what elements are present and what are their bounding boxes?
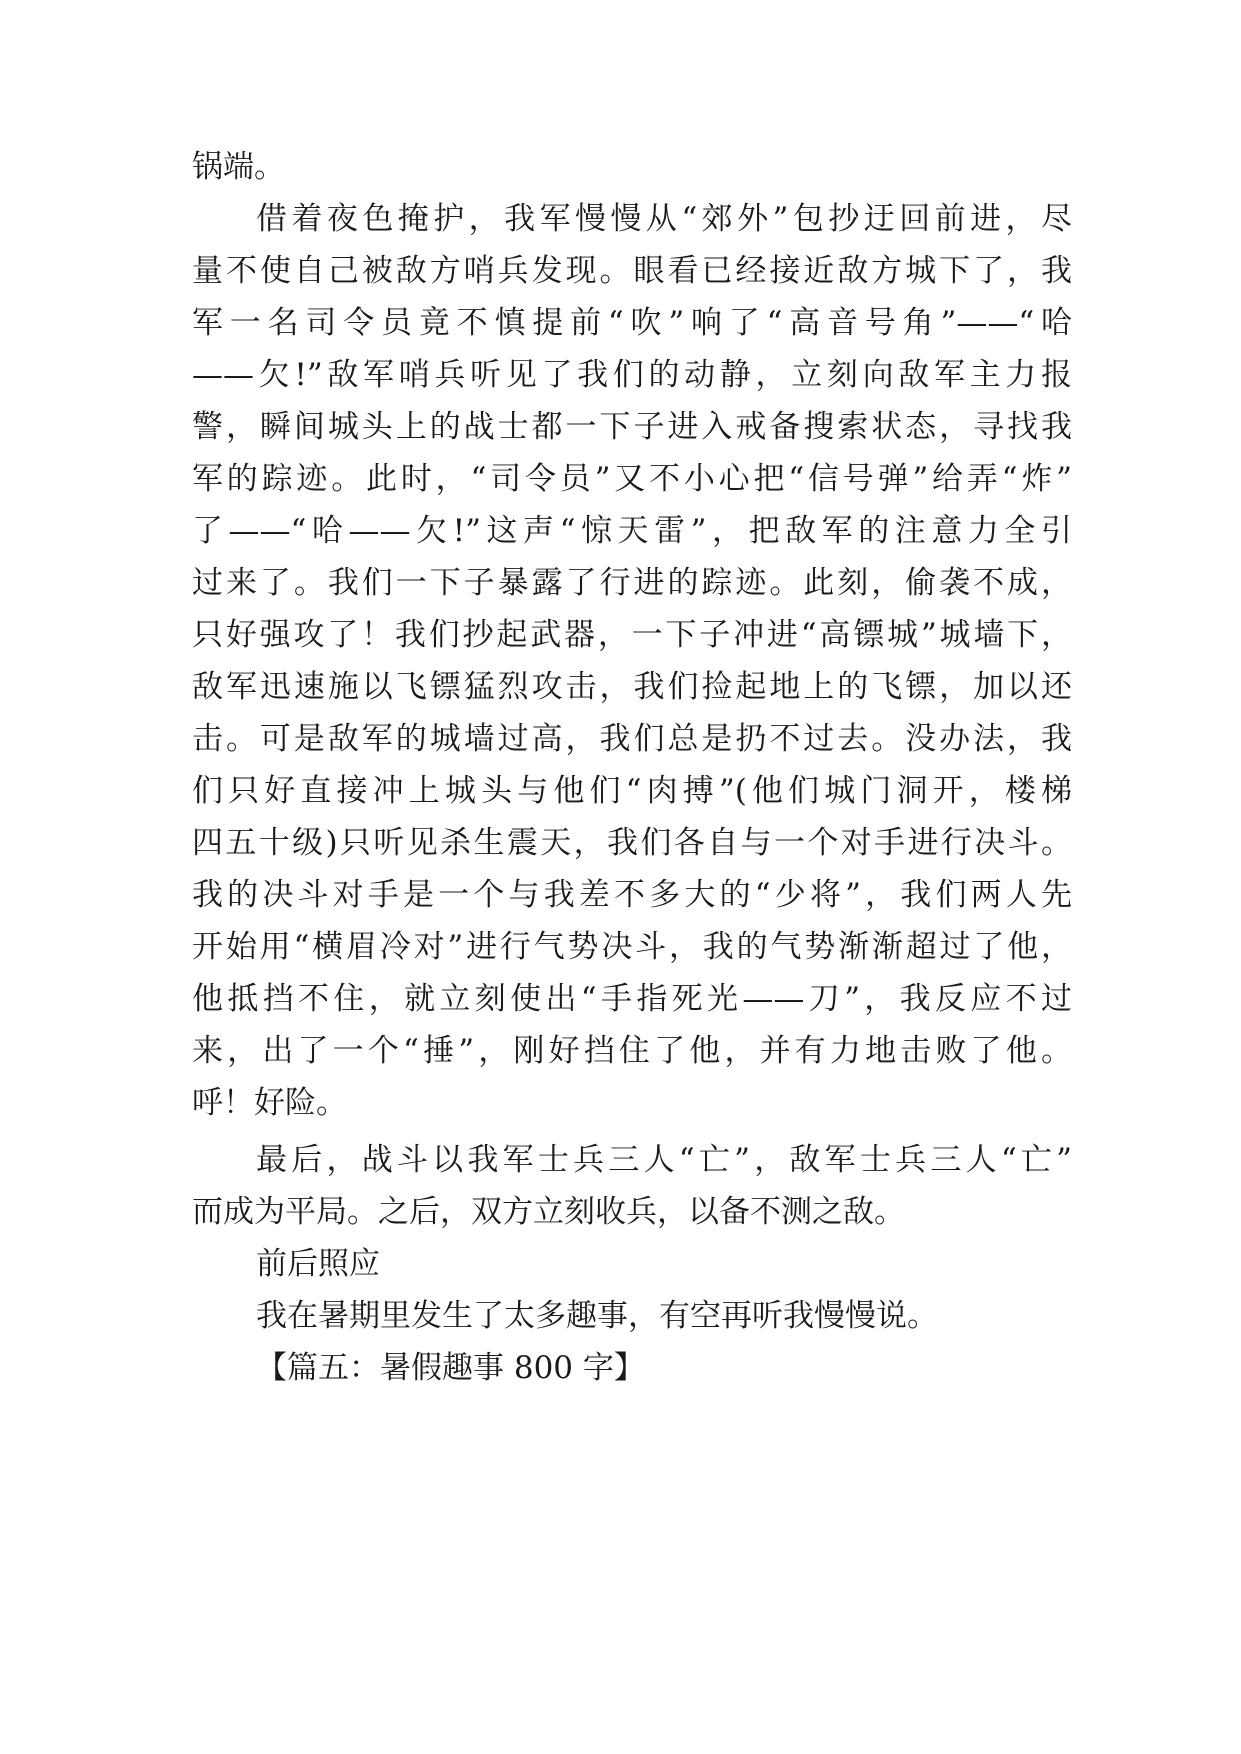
text-line: 呼！好险。 [192, 1085, 347, 1121]
text-line: 四五十级)只听见杀生震天，我们各自与一个对手进行决斗。 [192, 825, 1072, 861]
text-line: 最后，战斗以我军士兵三人“亡”，敌军士兵三人“亡” [256, 1142, 1072, 1178]
text-line: 了——“哈——欠!”这声“惊天雷”，把敌军的注意力全引 [192, 513, 1072, 549]
text-line: 警，瞬间城头上的战士都一下子进入戒备搜索状态，寻找我 [192, 409, 1072, 445]
text-line: 军的踪迹。此时，“司令员”又不小心把“信号弹”给弄“炸” [192, 461, 1072, 497]
text-line: 们只好直接冲上城头与他们“肉搏”(他们城门洞开，楼梯 [192, 773, 1072, 809]
text-line: 敌军迅速施以飞镖猛烈攻击，我们捡起地上的飞镖，加以还 [192, 669, 1072, 705]
text-line: 锅端。 [192, 149, 285, 185]
text-line: 而成为平局。之后，双方立刻收兵，以备不测之敌。 [192, 1194, 905, 1230]
text-line: 他抵挡不住，就立刻使出“手指死光——刀”，我反应不过 [192, 981, 1072, 1017]
section-heading: 【篇五：暑假趣事 800 字】 [256, 1350, 645, 1386]
text-line: ——欠!”敌军哨兵听见了我们的动静，立刻向敌军主力报 [192, 357, 1072, 393]
subheading: 前后照应 [256, 1246, 380, 1282]
text-line: 来，出了一个“捶”，刚好挡住了他，并有力地击败了他。 [192, 1033, 1072, 1069]
text-line: 我在暑期里发生了太多趣事，有空再听我慢慢说。 [256, 1298, 938, 1334]
text-line: 只好强攻了！我们抄起武器，一下子冲进“高镖城”城墙下， [192, 617, 1072, 653]
text-line: 击。可是敌军的城墙过高，我们总是扔不过去。没办法，我 [192, 721, 1072, 757]
text-line: 量不使自己被敌方哨兵发现。眼看已经接近敌方城下了，我 [192, 253, 1072, 289]
text-line: 我的决斗对手是一个与我差不多大的“少将”，我们两人先 [192, 877, 1072, 913]
text-line: 开始用“横眉冷对”进行气势决斗，我的气势渐渐超过了他， [192, 929, 1072, 965]
text-line: 借着夜色掩护，我军慢慢从“郊外”包抄迂回前进，尽 [256, 201, 1072, 237]
text-line: 军一名司令员竟不慎提前“吹”响了“高音号角”——“哈 [192, 305, 1072, 341]
text-line: 过来了。我们一下子暴露了行进的踪迹。此刻，偷袭不成， [192, 565, 1072, 601]
